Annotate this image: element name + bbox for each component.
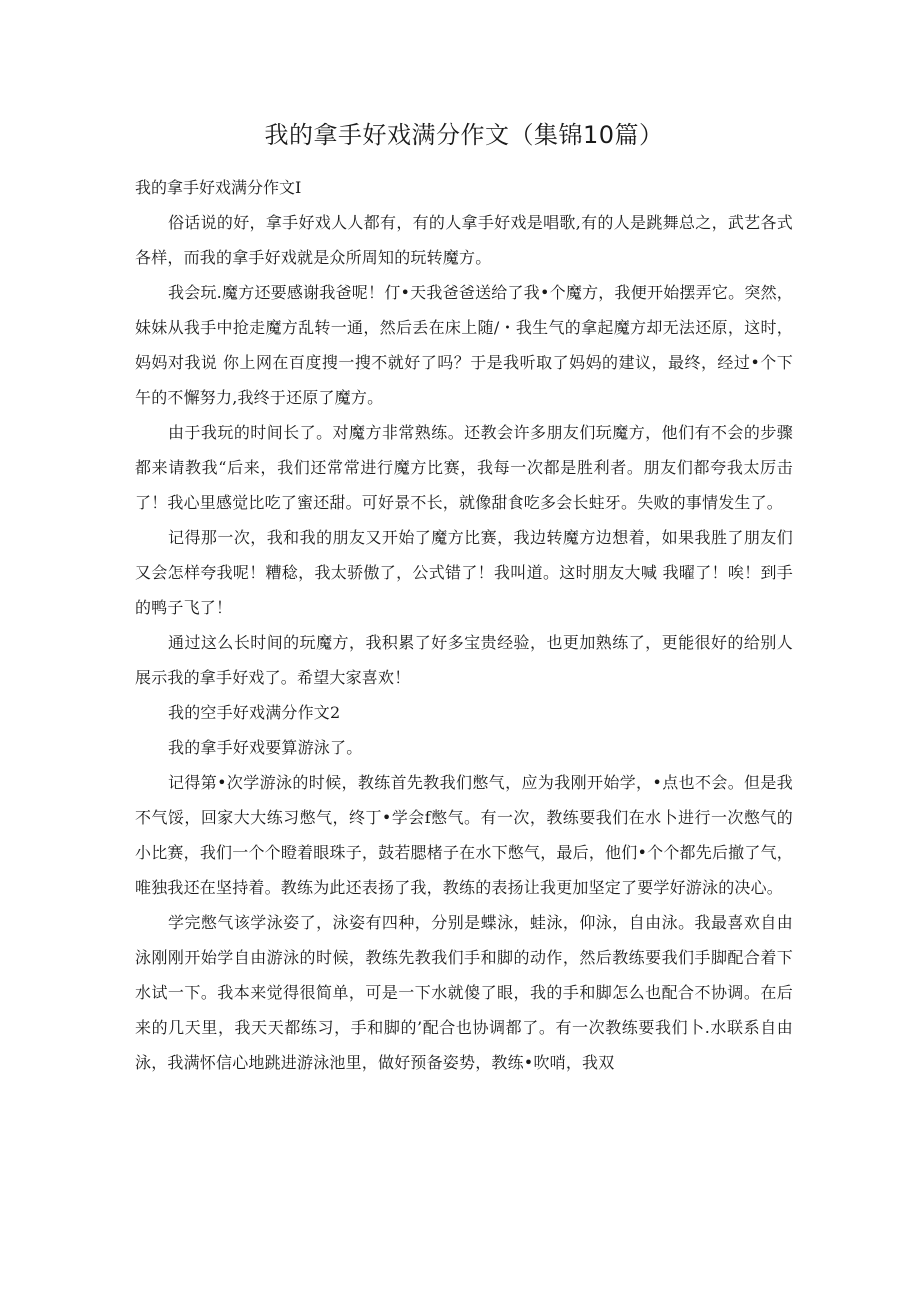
essay-1-paragraph: 记得那一次，我和我的朋友又开始了魔方比赛，我边转魔方边想着，如果我胜了朋友们又会怎样夸我呢！糟稔，我太骄傲了，公式错了！我叫道。这时朋友大喊 我曜了！唉！到手的鸭子飞了！ xyxy=(135,528,793,617)
essay-1-paragraph: 俗话说的好，拿手好戏人人都有，有的人拿手好戏是唱歌,有的人是跳舞总之，武艺各式各样，而我的拿手好戏就是众所周知的玩转魔方。 xyxy=(135,213,793,267)
essay-1-paragraph: 我会玩.魔方还要感谢我爸呢！仃•天我爸爸送给了我•个魔方，我便开始摆弄它。突然，妹妹从我手中抢走魔方乱转一通，然后丢在床上随/・我生气的拿起魔方却无法还原，这时，妈妈对我说 你上网在百度搜一搜不就好了吗？于是我听取了妈妈的建议，最终，经过•个下午的不懈努力,我终于还原了魔方。 xyxy=(135,283,793,407)
document-title: 我的拿手好戏满分作文（集锦10篇） xyxy=(264,121,664,149)
essay-2-heading: 我的空手好戏满分作文2 xyxy=(168,703,341,722)
essay-1-heading: 我的拿手好戏满分作文I xyxy=(135,178,302,197)
essay-2-paragraph: 学完憋气该学泳姿了，泳姿有四种，分别是蝶泳，蛙泳，仰泳，自由泳。我最喜欢自由泳刚刚开始学自由游泳的时候，教练先教我们手和脚的动作，然后教练要我们手脚配合着下水试一下。我本来觉得很简单，可是一下水就傻了眼，我的手和脚怎么也配合不协调。在后来的几天里，我天天都练习，手和脚的’配合也协调都了。有一次教练要我们卜.水联系自由泳，我满怀信心地跳进游泳池里，做好预备姿势，教练•吹哨，我双 xyxy=(135,913,793,1072)
essay-1-paragraph: 通过这么长时间的玩魔方，我积累了好多宝贵经验，也更加熟练了，更能很好的给别人展示我的拿手好戏了。希望大家喜欢！ xyxy=(135,633,793,687)
essay-2-paragraph: 记得第•次学游泳的时候，教练首先教我们憋气，应为我刚开始学，•点也不会。但是我不气馁，回家大大练习憋气，终丁•学会f憋气。有一次，教练要我们在水卜进行一次憋气的小比赛，我们一个个瞪着眼珠子，鼓若腮楮子在水下憋气，最后，他们•个个都先后撤了气，唯独我还在坚持着。教练为此还表扬了我，教练的表扬让我更加坚定了要学好游泳的决心。 xyxy=(135,773,793,897)
essay-2-paragraph: 我的拿手好戏要算游泳了。 xyxy=(168,738,363,757)
essay-1-paragraph: 由于我玩的时间长了。对魔方非常熟练。还教会许多朋友们玩魔方，他们有不会的步骤都来请教我“后来，我们还常常进行魔方比赛，我每一次都是胜利者。朋友们都夸我太厉击了！我心里感觉比吃了蜜还甜。可好景不长，就像甜食吃多会长蛀牙。失败的事情发生了。 xyxy=(135,423,793,512)
